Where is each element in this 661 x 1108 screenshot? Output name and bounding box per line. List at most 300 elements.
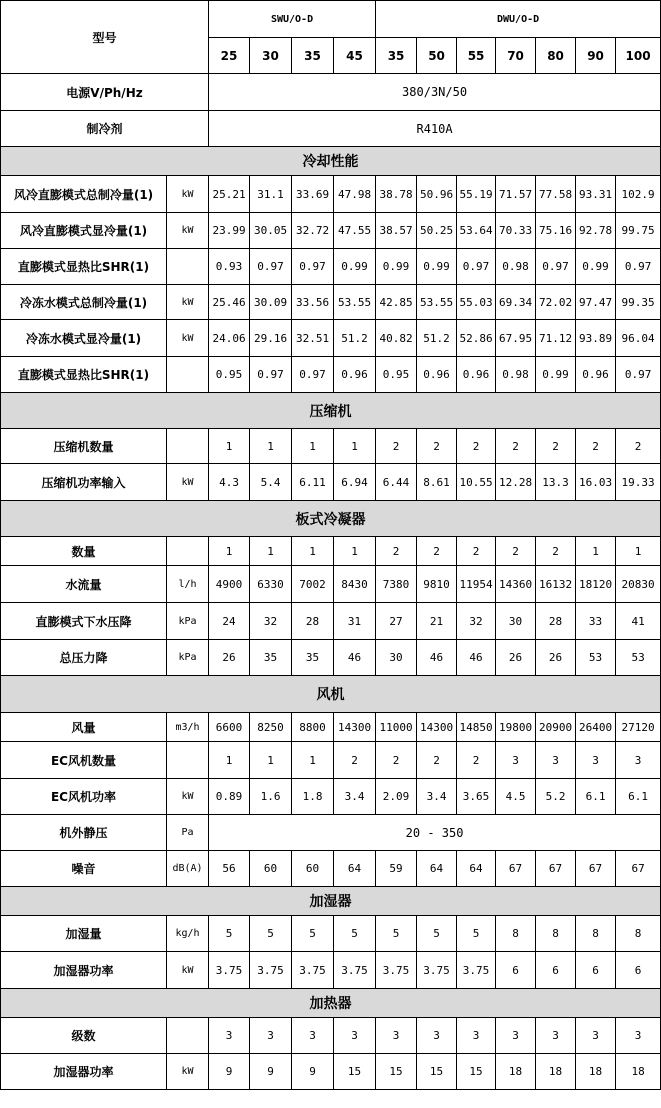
value-cell: 23.99 (209, 213, 250, 249)
merged-value: 20 - 350 (209, 815, 661, 851)
value-cell: 70.33 (496, 213, 536, 249)
section-header (1, 501, 661, 537)
value-cell: 8800 (292, 713, 334, 742)
value-cell: 0.98 (496, 249, 536, 285)
value-cell: 1 (334, 429, 376, 464)
value-cell: 11954 (457, 566, 496, 603)
model-cell: 25 (209, 38, 250, 74)
table-row (1, 213, 661, 249)
value-cell: 2 (334, 742, 376, 779)
value-cell: 77.58 (536, 176, 576, 213)
table-row (1, 815, 661, 851)
value-cell: 55.03 (457, 285, 496, 320)
row-unit (167, 249, 209, 285)
value-cell: 38.78 (376, 176, 417, 213)
table-row (1, 1018, 661, 1054)
table-row (1, 952, 661, 989)
table-row (1, 1054, 661, 1090)
value-cell: 1.6 (250, 779, 292, 815)
value-cell: 64 (457, 851, 496, 887)
value-cell: 5 (417, 916, 457, 952)
value-cell: 60 (292, 851, 334, 887)
value-cell: 4.5 (496, 779, 536, 815)
value-cell: 15 (417, 1054, 457, 1090)
value-cell: 2 (376, 429, 417, 464)
row-unit: Pa (167, 815, 209, 851)
value-cell: 2 (417, 429, 457, 464)
value-cell: 7002 (292, 566, 334, 603)
value-cell: 2 (417, 742, 457, 779)
model-cell: 35 (292, 38, 334, 74)
value-cell: 14850 (457, 713, 496, 742)
table-row (1, 357, 661, 393)
row-label: 噪音 (1, 851, 167, 887)
value-cell: 5.2 (536, 779, 576, 815)
table-row (1, 640, 661, 676)
value-cell: 30.09 (250, 285, 292, 320)
value-cell: 6.11 (292, 464, 334, 501)
table-row (1, 429, 661, 464)
value-cell: 28 (292, 603, 334, 640)
value-cell: 8 (616, 916, 661, 952)
row-label: 风冷直膨模式总制冷量(1) (1, 176, 167, 213)
value-cell: 46 (417, 640, 457, 676)
value-cell: 3 (576, 1018, 616, 1054)
value-cell: 40.82 (376, 320, 417, 357)
value-cell: 93.31 (576, 176, 616, 213)
value-cell: 41 (616, 603, 661, 640)
value-cell: 9 (209, 1054, 250, 1090)
value-cell: 3.75 (250, 952, 292, 989)
row-unit: l/h (167, 566, 209, 603)
value-cell: 71.12 (536, 320, 576, 357)
value-cell: 3.75 (457, 952, 496, 989)
value-cell: 67 (616, 851, 661, 887)
row-label: EC风机功率 (1, 779, 167, 815)
row-label: EC风机数量 (1, 742, 167, 779)
value-cell: 1 (292, 537, 334, 566)
value-cell: 53 (576, 640, 616, 676)
value-cell: 2.09 (376, 779, 417, 815)
value-cell: 3.65 (457, 779, 496, 815)
value-cell: 8 (576, 916, 616, 952)
value-cell: 20830 (616, 566, 661, 603)
value-cell: 18 (536, 1054, 576, 1090)
table-row (1, 111, 661, 147)
value-cell: 2 (457, 537, 496, 566)
row-unit (167, 429, 209, 464)
value-cell: 50.25 (417, 213, 457, 249)
value-cell: 64 (334, 851, 376, 887)
model-cell: 50 (417, 38, 457, 74)
table-row (1, 742, 661, 779)
value-cell: 24.06 (209, 320, 250, 357)
value-cell: 1 (250, 429, 292, 464)
value-cell: 1.8 (292, 779, 334, 815)
value-cell: 5 (209, 916, 250, 952)
value-cell: 38.57 (376, 213, 417, 249)
table-row (1, 713, 661, 742)
value-cell: 60 (250, 851, 292, 887)
table-row (1, 851, 661, 887)
value-cell: 1 (209, 742, 250, 779)
model-cell: 70 (496, 38, 536, 74)
value-cell: 18 (496, 1054, 536, 1090)
value-cell: 8250 (250, 713, 292, 742)
value-cell: 3.75 (292, 952, 334, 989)
value-cell: 2 (536, 537, 576, 566)
row-label: 直膨模式显热比SHR(1) (1, 357, 167, 393)
value-cell: 7380 (376, 566, 417, 603)
value-cell: 72.02 (536, 285, 576, 320)
value-cell: 26 (536, 640, 576, 676)
value-cell: 47.55 (334, 213, 376, 249)
section-title: 冷却性能 (1, 147, 661, 176)
row-unit: kW (167, 176, 209, 213)
value-cell: 28 (536, 603, 576, 640)
value-cell: 42.85 (376, 285, 417, 320)
value-cell: 69.34 (496, 285, 536, 320)
value-cell: 3 (417, 1018, 457, 1054)
value-cell: 5.4 (250, 464, 292, 501)
value-cell: 67 (496, 851, 536, 887)
merged-value: R410A (209, 111, 661, 147)
value-cell: 0.99 (417, 249, 457, 285)
value-cell: 5 (457, 916, 496, 952)
row-label: 直膨模式显热比SHR(1) (1, 249, 167, 285)
value-cell: 0.96 (334, 357, 376, 393)
section-header (1, 887, 661, 916)
table-row (1, 537, 661, 566)
value-cell: 15 (376, 1054, 417, 1090)
value-cell: 4900 (209, 566, 250, 603)
row-label: 直膨模式下水压降 (1, 603, 167, 640)
value-cell: 99.35 (616, 285, 661, 320)
value-cell: 97.47 (576, 285, 616, 320)
value-cell: 13.3 (536, 464, 576, 501)
value-cell: 32.72 (292, 213, 334, 249)
value-cell: 5 (334, 916, 376, 952)
value-cell: 3 (536, 742, 576, 779)
table-row (1, 779, 661, 815)
value-cell: 1 (292, 429, 334, 464)
value-cell: 102.9 (616, 176, 661, 213)
row-unit: kPa (167, 603, 209, 640)
value-cell: 99.75 (616, 213, 661, 249)
row-label: 水流量 (1, 566, 167, 603)
row-unit: kW (167, 320, 209, 357)
section-title: 加湿器 (1, 887, 661, 916)
model-cell: 30 (250, 38, 292, 74)
value-cell: 10.55 (457, 464, 496, 501)
value-cell: 29.16 (250, 320, 292, 357)
value-cell: 5 (250, 916, 292, 952)
row-label: 制冷剂 (1, 111, 209, 147)
value-cell: 32 (250, 603, 292, 640)
value-cell: 35 (250, 640, 292, 676)
row-label: 级数 (1, 1018, 167, 1054)
value-cell: 3 (250, 1018, 292, 1054)
value-cell: 0.99 (376, 249, 417, 285)
row-label: 压缩机数量 (1, 429, 167, 464)
row-unit: kW (167, 213, 209, 249)
row-unit (167, 357, 209, 393)
value-cell: 33 (576, 603, 616, 640)
row-label: 加湿器功率 (1, 952, 167, 989)
value-cell: 0.97 (292, 249, 334, 285)
value-cell: 6 (496, 952, 536, 989)
value-cell: 31 (334, 603, 376, 640)
value-cell: 8 (536, 916, 576, 952)
value-cell: 26400 (576, 713, 616, 742)
value-cell: 26 (496, 640, 536, 676)
value-cell: 1 (250, 537, 292, 566)
value-cell: 92.78 (576, 213, 616, 249)
value-cell: 16132 (536, 566, 576, 603)
value-cell: 0.96 (576, 357, 616, 393)
value-cell: 14300 (334, 713, 376, 742)
row-label: 总压力降 (1, 640, 167, 676)
value-cell: 6.1 (576, 779, 616, 815)
row-label: 电源V/Ph/Hz (1, 74, 209, 111)
row-label: 加湿器功率 (1, 1054, 167, 1090)
value-cell: 32 (457, 603, 496, 640)
value-cell: 3 (536, 1018, 576, 1054)
value-cell: 9 (250, 1054, 292, 1090)
value-cell: 25.46 (209, 285, 250, 320)
value-cell: 51.2 (334, 320, 376, 357)
series-header: DWU/O-D (376, 1, 661, 38)
value-cell: 50.96 (417, 176, 457, 213)
value-cell: 2 (576, 429, 616, 464)
table-row (1, 74, 661, 111)
value-cell: 96.04 (616, 320, 661, 357)
value-cell: 2 (496, 537, 536, 566)
row-unit: m3/h (167, 713, 209, 742)
value-cell: 0.97 (616, 357, 661, 393)
row-label: 机外静压 (1, 815, 167, 851)
value-cell: 3 (616, 1018, 661, 1054)
value-cell: 6 (536, 952, 576, 989)
value-cell: 1 (576, 537, 616, 566)
value-cell: 51.2 (417, 320, 457, 357)
value-cell: 0.97 (457, 249, 496, 285)
value-cell: 0.99 (576, 249, 616, 285)
value-cell: 67.95 (496, 320, 536, 357)
value-cell: 3 (457, 1018, 496, 1054)
merged-value: 380/3N/50 (209, 74, 661, 111)
value-cell: 0.95 (209, 357, 250, 393)
table-row (1, 603, 661, 640)
value-cell: 6 (576, 952, 616, 989)
row-unit: kW (167, 952, 209, 989)
value-cell: 16.03 (576, 464, 616, 501)
row-label: 风冷直膨模式显冷量(1) (1, 213, 167, 249)
value-cell: 33.69 (292, 176, 334, 213)
value-cell: 6330 (250, 566, 292, 603)
value-cell: 3 (334, 1018, 376, 1054)
value-cell: 2 (496, 429, 536, 464)
value-cell: 2 (536, 429, 576, 464)
value-cell: 0.96 (457, 357, 496, 393)
value-cell: 2 (457, 742, 496, 779)
value-cell: 2 (417, 537, 457, 566)
value-cell: 6600 (209, 713, 250, 742)
value-cell: 0.97 (250, 249, 292, 285)
value-cell: 8430 (334, 566, 376, 603)
value-cell: 53.55 (417, 285, 457, 320)
value-cell: 52.86 (457, 320, 496, 357)
value-cell: 1 (250, 742, 292, 779)
value-cell: 0.93 (209, 249, 250, 285)
value-cell: 3.75 (334, 952, 376, 989)
model-cell: 45 (334, 38, 376, 74)
value-cell: 15 (334, 1054, 376, 1090)
value-cell: 0.98 (496, 357, 536, 393)
row-label: 压缩机功率输入 (1, 464, 167, 501)
value-cell: 3.4 (334, 779, 376, 815)
model-cell: 100 (616, 38, 661, 74)
value-cell: 75.16 (536, 213, 576, 249)
value-cell: 27 (376, 603, 417, 640)
value-cell: 18120 (576, 566, 616, 603)
value-cell: 67 (536, 851, 576, 887)
value-cell: 11000 (376, 713, 417, 742)
row-label: 冷冻水模式总制冷量(1) (1, 285, 167, 320)
value-cell: 71.57 (496, 176, 536, 213)
value-cell: 9810 (417, 566, 457, 603)
table-row (1, 916, 661, 952)
value-cell: 31.1 (250, 176, 292, 213)
row-unit: kW (167, 464, 209, 501)
value-cell: 2 (376, 537, 417, 566)
value-cell: 15 (457, 1054, 496, 1090)
value-cell: 1 (209, 429, 250, 464)
value-cell: 0.97 (250, 357, 292, 393)
row-label: 风量 (1, 713, 167, 742)
value-cell: 3 (496, 742, 536, 779)
table-row (1, 249, 661, 285)
value-cell: 19800 (496, 713, 536, 742)
row-unit: dB(A) (167, 851, 209, 887)
value-cell: 0.97 (292, 357, 334, 393)
row-unit: kW (167, 1054, 209, 1090)
model-cell: 80 (536, 38, 576, 74)
value-cell: 3.4 (417, 779, 457, 815)
value-cell: 5 (292, 916, 334, 952)
row-unit: kW (167, 779, 209, 815)
value-cell: 18 (576, 1054, 616, 1090)
value-cell: 3.75 (417, 952, 457, 989)
value-cell: 67 (576, 851, 616, 887)
header-row (1, 1, 661, 38)
value-cell: 8 (496, 916, 536, 952)
value-cell: 24 (209, 603, 250, 640)
model-cell: 35 (376, 38, 417, 74)
value-cell: 27120 (616, 713, 661, 742)
value-cell: 56 (209, 851, 250, 887)
table-row (1, 320, 661, 357)
value-cell: 21 (417, 603, 457, 640)
value-cell: 19.33 (616, 464, 661, 501)
row-unit (167, 537, 209, 566)
value-cell: 3 (616, 742, 661, 779)
value-cell: 6.44 (376, 464, 417, 501)
value-cell: 6 (616, 952, 661, 989)
value-cell: 53.64 (457, 213, 496, 249)
value-cell: 3 (576, 742, 616, 779)
value-cell: 0.99 (334, 249, 376, 285)
value-cell: 3 (376, 1018, 417, 1054)
value-cell: 30 (376, 640, 417, 676)
row-unit: kW (167, 285, 209, 320)
section-title: 风机 (1, 676, 661, 713)
value-cell: 64 (417, 851, 457, 887)
value-cell: 46 (334, 640, 376, 676)
section-title: 压缩机 (1, 393, 661, 429)
table-row (1, 566, 661, 603)
model-cell: 90 (576, 38, 616, 74)
table-row (1, 464, 661, 501)
section-header (1, 676, 661, 713)
value-cell: 47.98 (334, 176, 376, 213)
model-cell: 55 (457, 38, 496, 74)
section-header (1, 989, 661, 1018)
row-unit: kPa (167, 640, 209, 676)
row-label: 加湿量 (1, 916, 167, 952)
value-cell: 20900 (536, 713, 576, 742)
value-cell: 2 (376, 742, 417, 779)
value-cell: 93.89 (576, 320, 616, 357)
value-cell: 0.97 (536, 249, 576, 285)
value-cell: 30.05 (250, 213, 292, 249)
value-cell: 26 (209, 640, 250, 676)
value-cell: 14360 (496, 566, 536, 603)
value-cell: 14300 (417, 713, 457, 742)
value-cell: 33.56 (292, 285, 334, 320)
value-cell: 59 (376, 851, 417, 887)
value-cell: 35 (292, 640, 334, 676)
section-header (1, 393, 661, 429)
table-row (1, 176, 661, 213)
value-cell: 1 (334, 537, 376, 566)
value-cell: 3 (209, 1018, 250, 1054)
value-cell: 0.99 (536, 357, 576, 393)
value-cell: 1 (616, 537, 661, 566)
row-unit (167, 1018, 209, 1054)
value-cell: 6.94 (334, 464, 376, 501)
value-cell: 1 (209, 537, 250, 566)
table-row (1, 285, 661, 320)
value-cell: 53 (616, 640, 661, 676)
section-title: 板式冷凝器 (1, 501, 661, 537)
value-cell: 2 (457, 429, 496, 464)
value-cell: 55.19 (457, 176, 496, 213)
value-cell: 12.28 (496, 464, 536, 501)
value-cell: 0.89 (209, 779, 250, 815)
value-cell: 5 (376, 916, 417, 952)
value-cell: 0.96 (417, 357, 457, 393)
row-label: 数量 (1, 537, 167, 566)
value-cell: 0.95 (376, 357, 417, 393)
section-header (1, 147, 661, 176)
value-cell: 3 (292, 1018, 334, 1054)
value-cell: 46 (457, 640, 496, 676)
value-cell: 9 (292, 1054, 334, 1090)
value-cell: 30 (496, 603, 536, 640)
value-cell: 4.3 (209, 464, 250, 501)
value-cell: 8.61 (417, 464, 457, 501)
